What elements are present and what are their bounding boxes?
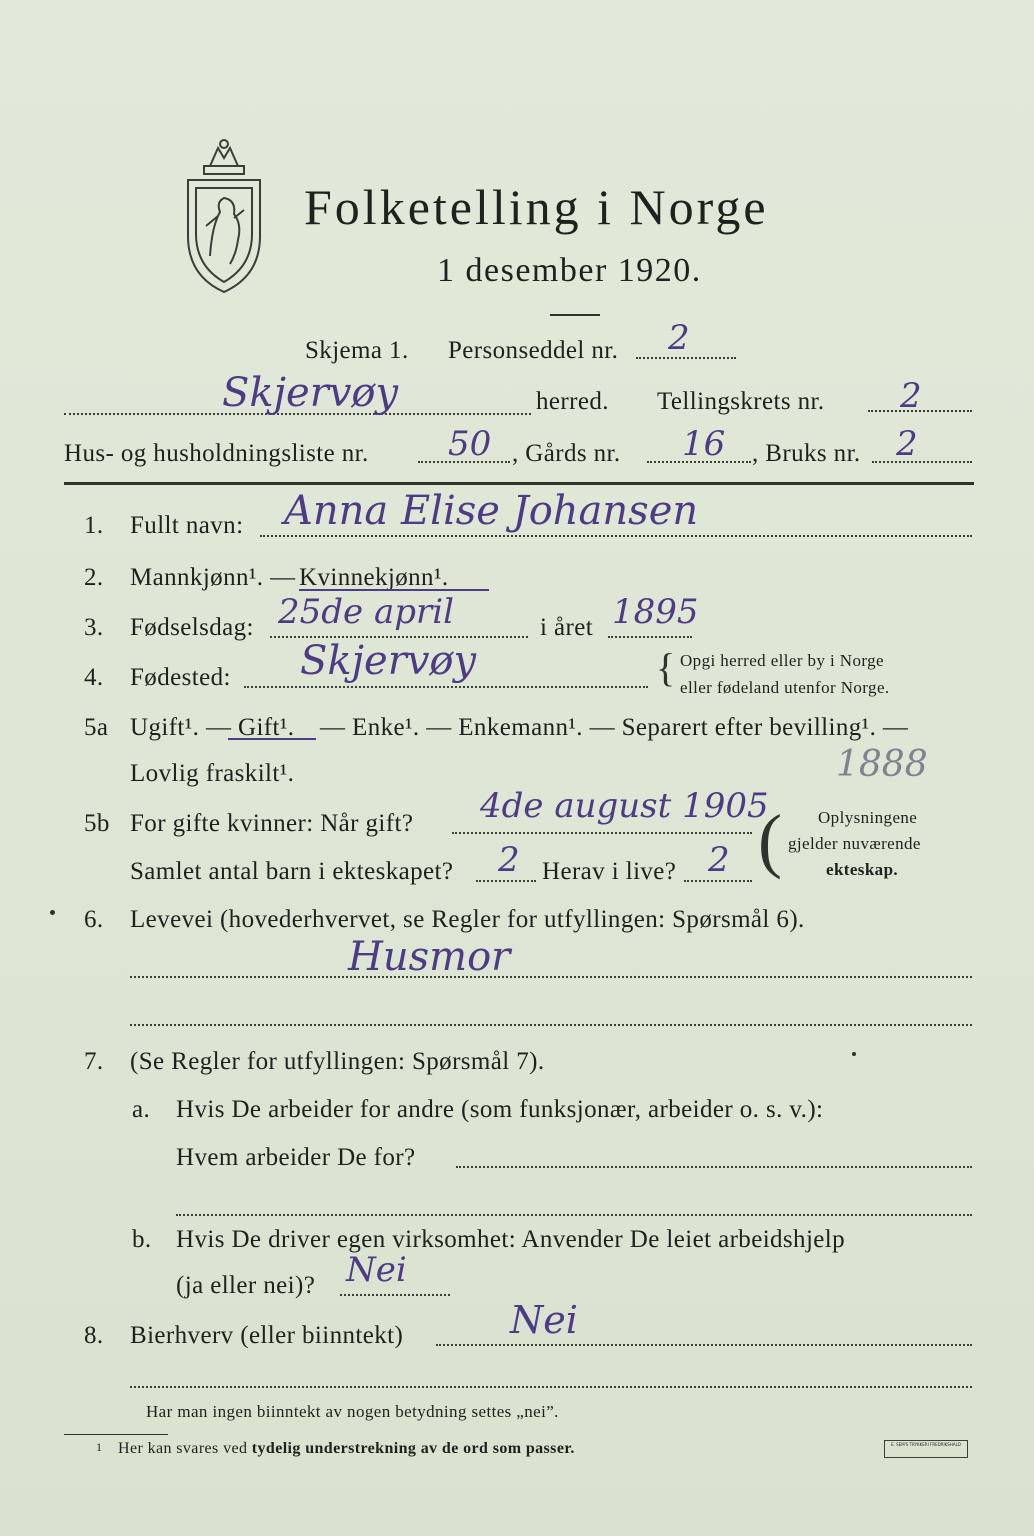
full-name-value: Anna Elise Johansen xyxy=(284,488,699,534)
marriage-note-line2: gjelder nuværende xyxy=(788,834,921,853)
herred-value: Skjervøy xyxy=(222,370,399,416)
birthplace-value: Skjervøy xyxy=(300,638,477,684)
q7-label: (Se Regler for utfyllingen: Spørsmål 7). xyxy=(130,1048,545,1075)
margin-note-1888: 1888 xyxy=(836,744,928,785)
q4-number: 4. xyxy=(84,664,104,691)
gards-label: , Gårds nr. xyxy=(512,440,621,467)
employer-field-line2[interactable] xyxy=(176,1214,972,1216)
children-field[interactable] xyxy=(476,880,536,882)
stray-mark-2 xyxy=(852,1052,856,1056)
alive-field[interactable] xyxy=(684,880,752,882)
birthplace-note-brace: { xyxy=(656,645,676,690)
lovlig-fraskilt-option[interactable]: Lovlig fraskilt¹. xyxy=(130,760,295,787)
footnote-rule xyxy=(64,1434,168,1435)
bruks-label: , Bruks nr. xyxy=(752,440,861,467)
birthday-value: 25de april xyxy=(278,592,454,632)
bruks-value: 2 xyxy=(896,424,918,464)
gift-option[interactable]: Gift¹. xyxy=(238,714,295,741)
ugift-option[interactable]: Ugift¹. — xyxy=(130,714,232,741)
q8-label: Bierhverv (eller biinntekt) xyxy=(130,1322,404,1349)
q7b-line2: (ja eller nei)? xyxy=(176,1272,316,1299)
marriage-note-brace: ( xyxy=(758,800,782,880)
birthplace-field[interactable] xyxy=(244,686,648,688)
side-income-field[interactable] xyxy=(436,1344,972,1346)
year-field[interactable] xyxy=(608,636,692,638)
kvinnekjonn-underline xyxy=(299,589,489,591)
marriage-note-line3: ekteskap. xyxy=(826,860,899,879)
employer-field[interactable] xyxy=(456,1166,972,1168)
title-divider xyxy=(550,314,600,316)
form-title: Folketelling i Norge xyxy=(304,179,769,235)
footnote-bold: tydelig understrekning av de ord som passer. xyxy=(251,1440,575,1457)
husliste-label: Hus- og husholdningsliste nr. xyxy=(64,440,369,467)
side-income-value: Nei xyxy=(510,1298,578,1342)
q7-number: 7. xyxy=(84,1048,104,1075)
q4-label: Fødested: xyxy=(130,664,231,691)
tellingskrets-value: 2 xyxy=(900,376,922,416)
q7b-line1: Hvis De driver egen virksomhet: Anvender De leiet arbeidshjelp xyxy=(176,1226,846,1253)
children-label: Samlet antal barn i ekteskapet? xyxy=(130,858,454,885)
mannkjonn-option[interactable]: Mannkjønn¹. — xyxy=(130,564,296,591)
footnote-mark: 1 xyxy=(96,1440,103,1454)
q7a-line2: Hvem arbeider De for? xyxy=(176,1144,416,1171)
hired-help-value: Nei xyxy=(346,1250,407,1290)
gards-value: 16 xyxy=(682,424,726,464)
occupation-field-line2[interactable] xyxy=(130,1024,972,1026)
q5a-number: 5a xyxy=(84,714,109,741)
year-label: i året xyxy=(540,614,594,641)
footnote-pre: Her kan svares ved xyxy=(118,1440,248,1457)
marriage-note-line1: Oplysningene xyxy=(818,808,918,827)
side-income-field-line2[interactable] xyxy=(130,1386,972,1388)
q6-number: 6. xyxy=(84,906,104,933)
herred-label: herred. xyxy=(536,388,609,415)
birthplace-note-line2: eller fødeland utenfor Norge. xyxy=(680,678,890,697)
personseddel-label: Personseddel nr. xyxy=(448,337,619,364)
q6-label: Levevei (hovederhvervet, se Regler for utfyllingen: Spørsmål 6). xyxy=(130,906,805,933)
husliste-value: 50 xyxy=(448,424,492,464)
bruks-field[interactable] xyxy=(872,461,972,463)
skjema-label: Skjema 1. xyxy=(305,337,409,364)
q7a-letter: a. xyxy=(132,1096,151,1123)
footnote-text xyxy=(118,1440,575,1458)
kvinnekjonn-option[interactable]: Kvinnekjønn¹. xyxy=(299,564,449,591)
q8-number: 8. xyxy=(84,1322,104,1349)
header-rule xyxy=(64,482,974,485)
q1-label: Fullt navn: xyxy=(130,512,244,539)
q2-number: 2. xyxy=(84,564,104,591)
married-when-field[interactable] xyxy=(452,832,752,834)
personseddel-value: 2 xyxy=(668,318,690,358)
alive-value: 2 xyxy=(708,840,730,880)
marital-other-options[interactable]: — Enke¹. — Enkemann¹. — Separert efter bevilling¹. — xyxy=(320,714,909,741)
alive-label: Herav i live? xyxy=(542,858,677,885)
q7a-line1: Hvis De arbeider for andre (som funksjonær, arbeider o. s. v.): xyxy=(176,1096,824,1123)
married-when-label: For gifte kvinner: Når gift? xyxy=(130,810,414,837)
stray-mark xyxy=(50,910,55,915)
hired-help-field[interactable] xyxy=(340,1294,450,1296)
census-date: 1 desember 1920. xyxy=(437,252,702,289)
tellingskrets-label: Tellingskrets nr. xyxy=(657,388,825,415)
q5b-number: 5b xyxy=(84,810,110,837)
occupation-value: Husmor xyxy=(348,934,511,980)
q3-number: 3. xyxy=(84,614,104,641)
q1-number: 1. xyxy=(84,512,104,539)
q7b-letter: b. xyxy=(132,1226,152,1253)
birthplace-note-line1: Opgi herred eller by i Norge xyxy=(680,651,884,670)
year-value: 1895 xyxy=(612,592,699,632)
full-name-field[interactable] xyxy=(260,535,972,537)
printer-stamp: E. SEM'S TRYKKERI FREDRIKSHALD xyxy=(884,1440,968,1458)
occupation-field-line1[interactable] xyxy=(130,976,972,978)
side-income-note: Har man ingen biinntekt av nogen betydning settes „nei”. xyxy=(146,1402,559,1421)
norway-coat-of-arms-icon xyxy=(178,136,270,296)
gift-underline xyxy=(228,738,316,740)
married-when-value: 4de august 1905 xyxy=(480,786,769,826)
children-value: 2 xyxy=(498,840,520,880)
q3-label: Fødselsdag: xyxy=(130,614,254,641)
